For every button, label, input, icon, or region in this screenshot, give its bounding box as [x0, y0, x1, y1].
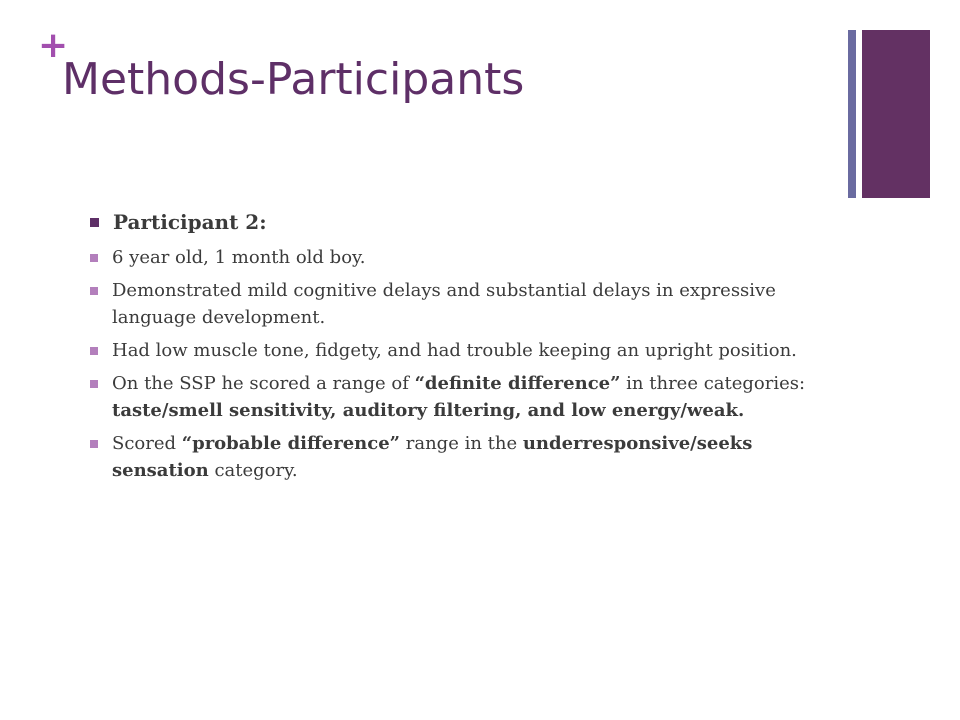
bold-text-run: “probable difference” [181, 433, 401, 454]
square-bullet-icon [90, 254, 98, 262]
decorative-bar-thin [848, 30, 856, 198]
list-item-text: Demonstrated mild cognitive delays and substantial delays in expressive language development. [112, 280, 776, 328]
list-item [90, 370, 850, 424]
square-bullet-icon [90, 287, 98, 295]
list-item [90, 244, 850, 271]
decorative-bar-thick [862, 30, 930, 198]
list-item-text [112, 370, 850, 424]
bold-text-run: underresponsive/seeks sensation [112, 433, 753, 481]
text-run: in three categories: [620, 373, 806, 394]
square-bullet-icon [90, 218, 99, 227]
bold-text-run: “definite difference” [414, 373, 621, 394]
list-item [90, 277, 850, 331]
list-item-text: Had low muscle tone, fidgety, and had trouble keeping an upright position. [112, 340, 797, 361]
list-item-text [112, 430, 850, 484]
list-item [90, 337, 850, 364]
text-run: On the SSP he scored a range of [112, 373, 415, 394]
participant-heading-text: Participant 2: [113, 210, 267, 234]
bold-text-run: taste/smell sensitivity, auditory filtering, and low energy/weak. [112, 400, 745, 421]
square-bullet-icon [90, 347, 98, 355]
list-item [90, 430, 850, 484]
text-run: category. [208, 460, 298, 481]
slide-title: Methods-Participants [62, 54, 525, 105]
participant-heading [90, 210, 850, 234]
square-bullet-icon [90, 440, 98, 448]
square-bullet-icon [90, 380, 98, 388]
list-item-text: 6 year old, 1 month old boy. [112, 247, 366, 268]
text-run: Scored [112, 433, 182, 454]
slide-content [90, 210, 850, 490]
plus-icon: + [38, 25, 69, 66]
text-run: range in the [400, 433, 523, 454]
